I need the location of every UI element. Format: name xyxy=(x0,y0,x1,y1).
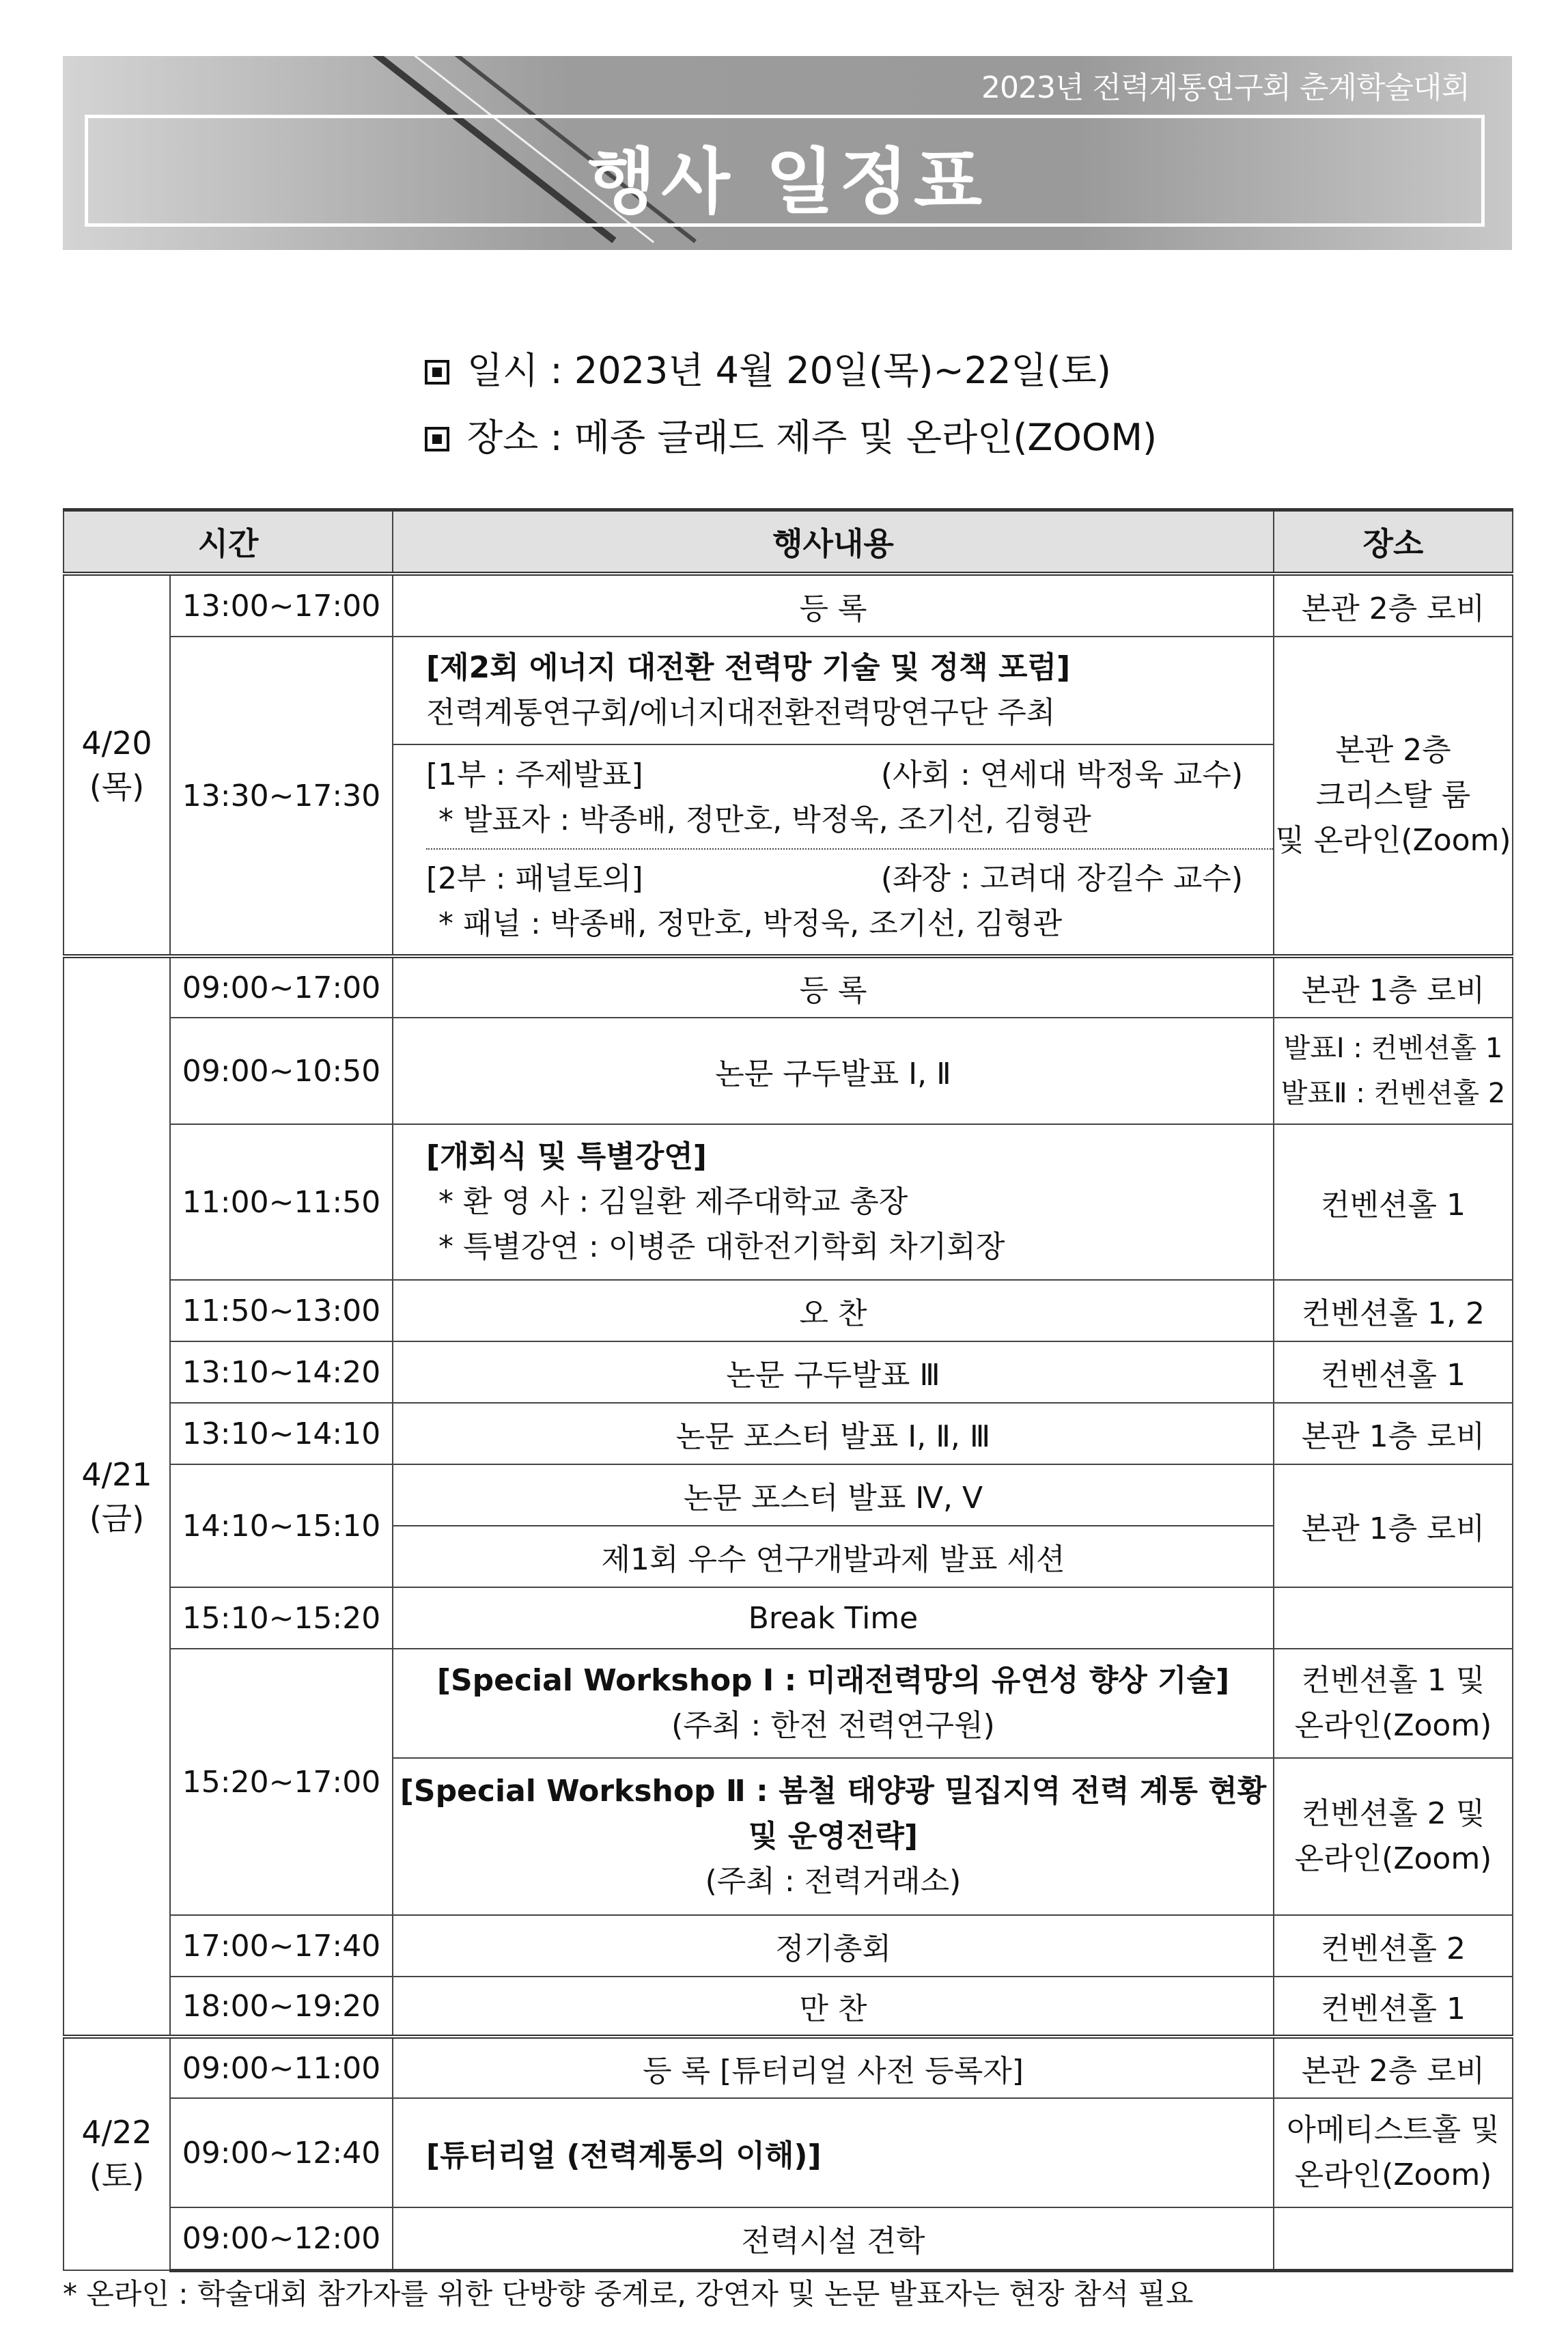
time-cell: 13:10~14:10 xyxy=(170,1403,393,1464)
place-cell: 컨벤션홀 1 xyxy=(1274,1977,1513,2037)
time-cell: 15:10~15:20 xyxy=(170,1587,393,1649)
table-row xyxy=(64,2037,1513,2098)
col-time-header: 시간 xyxy=(64,510,393,574)
place-cell: 컨벤션홀 1 및 온라인(Zoom) xyxy=(1274,1649,1513,1758)
content-cell: 만 찬 xyxy=(393,1977,1274,2037)
content-cell: [Special Workshop Ⅰ : 미래전력망의 유연성 향상 기술] (주최 : 한전 전력연구원) xyxy=(393,1649,1274,1758)
footnote: * 온라인 : 학술대회 참가자를 위한 단방향 중계로, 강연자 및 논문 발표자는 현장 참석 필요 xyxy=(63,2277,1194,2311)
info-venue: 장소 : 메종 글래드 제주 및 온라인(ZOOM) xyxy=(425,408,1157,461)
table-row xyxy=(64,574,1513,637)
content-cell: 전력시설 견학 xyxy=(393,2207,1274,2270)
time-cell: 09:00~12:40 xyxy=(170,2098,393,2207)
table-row xyxy=(64,637,1513,744)
table-row xyxy=(64,1649,1513,1758)
content-cell: Break Time xyxy=(393,1587,1274,1649)
place-cell: 본관 1층 로비 xyxy=(1274,956,1513,1018)
time-cell: 09:00~11:00 xyxy=(170,2037,393,2098)
content-cell: 논문 구두발표 Ⅰ, Ⅱ xyxy=(393,1018,1274,1124)
time-cell: 09:00~12:00 xyxy=(170,2207,393,2270)
content-cell: 논문 포스터 발표 Ⅰ, Ⅱ, Ⅲ xyxy=(393,1403,1274,1464)
day-cell: 4/21 (금) xyxy=(64,956,170,2037)
square-bullet-icon xyxy=(425,360,449,385)
content-cell: [Special Workshop Ⅱ : 봄철 태양광 밀집지역 전력 계통 현황 및 운영전략] (주최 : 전력거래소) xyxy=(393,1758,1274,1915)
place-cell: 본관 1층 로비 xyxy=(1274,1464,1513,1587)
content-cell: [개회식 및 특별강연] * 환 영 사 : 김일환 제주대학교 총장 * 특별강연 : 이병준 대한전기학회 차기회장 xyxy=(393,1124,1274,1280)
place-cell xyxy=(1274,1587,1513,1649)
time-cell: 18:00~19:20 xyxy=(170,1977,393,2037)
table-row xyxy=(64,956,1513,1018)
info-date: 일시 : 2023년 4월 20일(목)~22일(토) xyxy=(425,341,1111,394)
table-row xyxy=(64,2098,1513,2207)
content-cell: [튜터리얼 (전력계통의 이해)] xyxy=(393,2098,1274,2207)
place-cell: 본관 2층 로비 xyxy=(1274,574,1513,637)
day-cell: 4/20 (목) xyxy=(64,574,170,956)
content-cell: 등 록 xyxy=(393,574,1274,637)
day-cell: 4/22 (토) xyxy=(64,2037,170,2270)
time-cell: 15:20~17:00 xyxy=(170,1649,393,1915)
content-cell: 정기총회 xyxy=(393,1915,1274,1977)
place-cell: 컨벤션홀 2 xyxy=(1274,1915,1513,1977)
page-title: 행사 일정표 xyxy=(587,140,988,223)
content-cell: 논문 포스터 발표 Ⅳ, Ⅴ xyxy=(393,1464,1274,1526)
place-cell: 본관 2층 로비 xyxy=(1274,2037,1513,2098)
time-cell: 13:10~14:20 xyxy=(170,1341,393,1403)
place-cell: 본관 2층 크리스탈 룸 및 온라인(Zoom) xyxy=(1274,637,1513,956)
place-cell: 본관 1층 로비 xyxy=(1274,1403,1513,1464)
time-cell: 13:00~17:00 xyxy=(170,574,393,637)
content-cell: 오 찬 xyxy=(393,1280,1274,1341)
content-cell: [제2회 에너지 대전환 전력망 기술 및 정책 포럼] 전력계통연구회/에너지대전환전력망연구단 주최 xyxy=(393,637,1274,744)
table-row xyxy=(64,1018,1513,1124)
table-row xyxy=(64,1341,1513,1403)
time-cell: 14:10~15:10 xyxy=(170,1464,393,1587)
time-cell: 17:00~17:40 xyxy=(170,1915,393,1977)
col-content-header: 행사내용 xyxy=(393,510,1274,574)
content-cell: 등 록 [튜터리얼 사전 등록자] xyxy=(393,2037,1274,2098)
table-row xyxy=(64,1280,1513,1341)
place-cell: 컨벤션홀 1, 2 xyxy=(1274,1280,1513,1341)
time-cell: 09:00~10:50 xyxy=(170,1018,393,1124)
place-cell: 아메티스트홀 및 온라인(Zoom) xyxy=(1274,2098,1513,2207)
place-cell xyxy=(1274,2207,1513,2270)
header-banner xyxy=(63,56,1512,250)
table-row xyxy=(64,1403,1513,1464)
time-cell: 11:00~11:50 xyxy=(170,1124,393,1280)
content-cell: 제1회 우수 연구개발과제 발표 세션 xyxy=(393,1526,1274,1587)
conference-subtitle: 2023년 전력계통연구회 춘계학술대회 xyxy=(981,70,1470,105)
square-bullet-icon xyxy=(425,427,449,451)
table-row xyxy=(64,1915,1513,1977)
time-cell: 09:00~17:00 xyxy=(170,956,393,1018)
table-row xyxy=(64,2207,1513,2270)
time-cell: 11:50~13:00 xyxy=(170,1280,393,1341)
schedule-table xyxy=(63,508,1513,2272)
place-cell: 컨벤션홀 1 xyxy=(1274,1341,1513,1403)
table-row xyxy=(64,1587,1513,1649)
content-cell: 논문 구두발표 Ⅲ xyxy=(393,1341,1274,1403)
table-row xyxy=(64,1124,1513,1280)
place-cell: 컨벤션홀 1 xyxy=(1274,1124,1513,1280)
header-row xyxy=(64,510,1513,574)
col-place-header: 장소 xyxy=(1274,510,1513,574)
table-row xyxy=(64,1464,1513,1526)
time-cell: 13:30~17:30 xyxy=(170,637,393,956)
table-row xyxy=(64,1977,1513,2037)
content-cell: 등 록 xyxy=(393,956,1274,1018)
content-cell: [1부 : 주제발표] (사회 : 연세대 박정욱 교수) * 발표자 : 박종배, 정만호, 박정욱, 조기선, 김형관 [2부 : 패널토의] (좌장 : 고려대 장길수 교수) * 패널 : 박종배, 정만호, 박정욱, 조기선, 김형관 xyxy=(393,744,1274,956)
place-cell: 컨벤션홀 2 및 온라인(Zoom) xyxy=(1274,1758,1513,1915)
place-cell: 발표Ⅰ : 컨벤션홀 1 발표Ⅱ : 컨벤션홀 2 xyxy=(1274,1018,1513,1124)
